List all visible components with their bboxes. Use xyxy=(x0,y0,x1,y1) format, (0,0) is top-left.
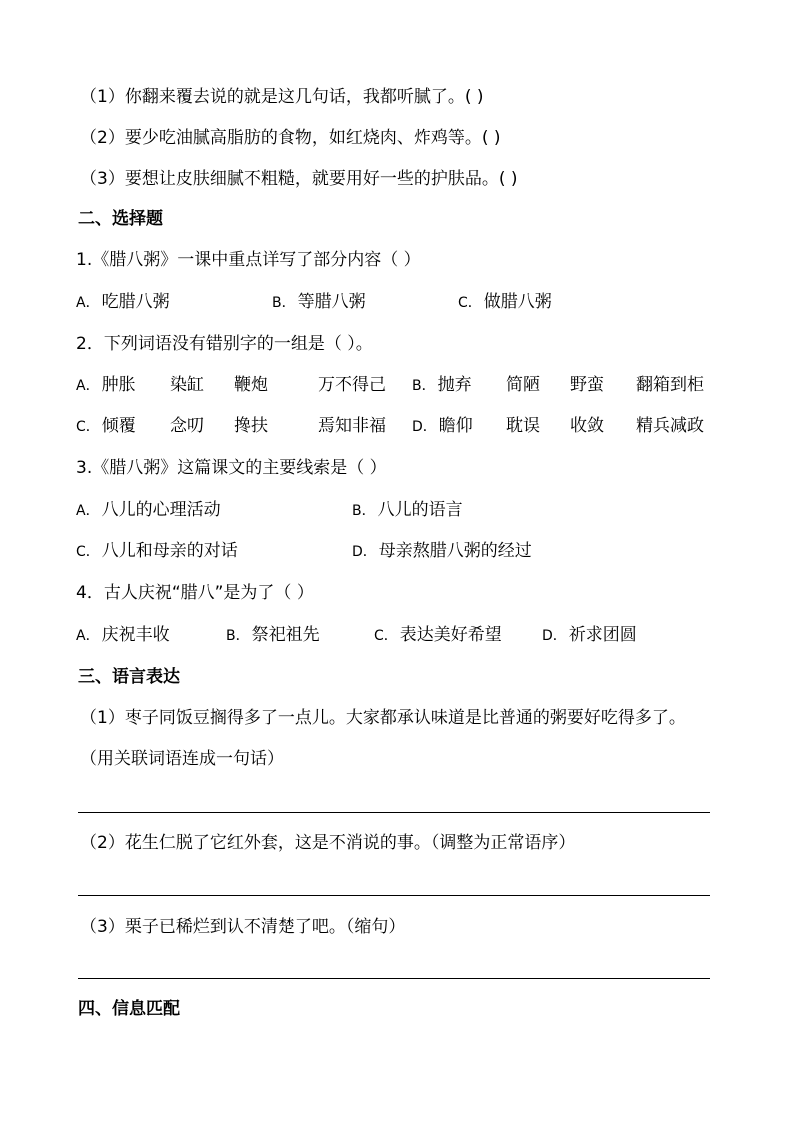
q3-option-d: D． 母亲熬腊八粥的经过 xyxy=(352,541,532,561)
answer-line-2[interactable] xyxy=(78,895,710,896)
answer-line-3[interactable] xyxy=(78,978,710,979)
question-item-2: （2）要少吃油腻高脂肪的食物，如红烧肉、炸鸡等。( ) xyxy=(80,128,501,148)
q3-stem: 3.《腊八粥》这篇课文的主要线索是（ ） xyxy=(76,458,387,478)
q2-word: 野蛮 xyxy=(570,375,604,395)
section-heading-expression: 三、语言表达 xyxy=(78,667,180,687)
q2-word: B． 抛弃 xyxy=(412,375,472,395)
q4-option-a: A． 庆祝丰收 xyxy=(76,625,170,645)
section-heading-matching: 四、信息匹配 xyxy=(78,999,180,1019)
q1-option-b: B． 等腊八粥 xyxy=(272,292,366,312)
question-item-3: （3）要想让皮肤细腻不粗糙，就要用好一些的护肤品。( ) xyxy=(80,169,518,189)
q3-option-b: B． 八儿的语言 xyxy=(352,500,463,520)
q2-word: 念叨 xyxy=(170,416,204,436)
q2-word: 简陋 xyxy=(506,375,540,395)
q2-word: 万不得己 xyxy=(318,375,386,395)
q2-word: 焉知非福 xyxy=(318,416,386,436)
q3-option-a: A． 八儿的心理活动 xyxy=(76,500,221,520)
section-heading-choice: 二、选择题 xyxy=(78,209,163,229)
expression-item-1-instruction: （用关联词语连成一句话） xyxy=(80,749,284,769)
q2-word: C． 倾覆 xyxy=(76,416,136,436)
expression-item-1: （1）枣子同饭豆搁得多了一点儿。大家都承认味道是比普通的粥要好吃得多了。 xyxy=(80,708,686,728)
q2-stem: 2．下列词语没有错别字的一组是（ ）。 xyxy=(76,334,373,354)
q2-word: 精兵减政 xyxy=(636,416,704,436)
q2-word: A． 肿胀 xyxy=(76,375,136,395)
q4-stem: 4．古人庆祝“腊八”是为了（ ） xyxy=(76,583,314,603)
q1-stem: 1.《腊八粥》一课中重点详写了部分内容（ ） xyxy=(76,250,421,270)
q1-option-c: C． 做腊八粥 xyxy=(458,292,552,312)
q2-word: 鞭炮 xyxy=(234,375,268,395)
q4-option-c: C． 表达美好希望 xyxy=(374,625,502,645)
q4-option-b: B． 祭祀祖先 xyxy=(226,625,320,645)
q2-word: 翻箱到柜 xyxy=(636,375,704,395)
expression-item-2: （2）花生仁脱了它红外套，这是不消说的事。（调整为正常语序） xyxy=(80,833,576,853)
question-item-1: （1）你翻来覆去说的就是这几句话，我都听腻了。( ) xyxy=(80,87,484,107)
q3-option-c: C． 八儿和母亲的对话 xyxy=(76,541,238,561)
answer-line-1[interactable] xyxy=(78,812,710,813)
q2-word: 染缸 xyxy=(170,375,204,395)
q2-word: D． 瞻仰 xyxy=(412,416,473,436)
q2-word: 耽误 xyxy=(506,416,540,436)
q2-word: 搀扶 xyxy=(234,416,268,436)
q2-word: 收敛 xyxy=(570,416,604,436)
expression-item-3: （3）栗子已稀烂到认不清楚了吧。（缩句） xyxy=(80,917,406,937)
q4-option-d: D． 祈求团圆 xyxy=(542,625,637,645)
q1-option-a: A． 吃腊八粥 xyxy=(76,292,170,312)
